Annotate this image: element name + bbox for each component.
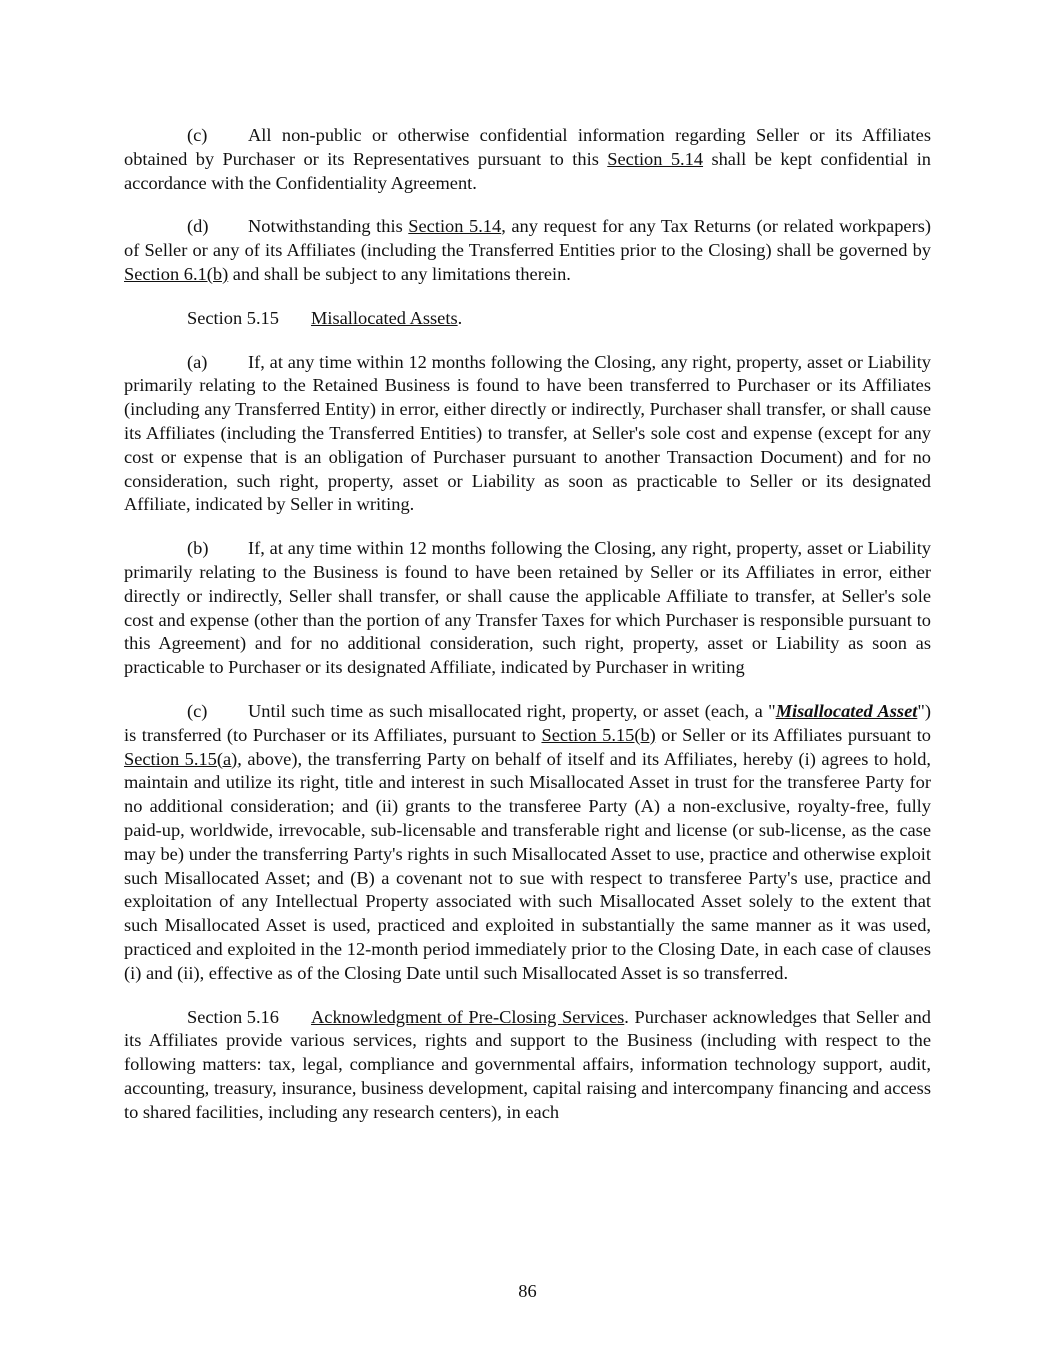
- clause-label: (c): [187, 125, 208, 145]
- section-number: Section 5.16: [187, 1006, 279, 1027]
- paragraph-5-15-a: (a) If, at any time within 12 months following the Closing, any right, property, asset or Liability primarily relating to the Retained Business is found to have been transferred to Purchaser or its Affiliates (including any Transferred Entity) in error, either directly or indirectly, Purchaser shall transfer, or shall cause its Affiliates (including the Transferred Entities) to transfer, at Seller's sole cost and expense (except for any cost or expense that is an obligation of Purchaser pursuant to another Transaction Document) and for no consideration, such right, property, asset or Liability as soon as practicable to Seller or its designated Affiliate, indicated by Seller in writing.: [124, 351, 931, 515]
- defined-term: Misallocated Asset: [775, 700, 918, 721]
- paragraph-5-14-c: (c) All non-public or otherwise confidential information regarding Seller or its Affiliates obtained by Purchaser or its Representatives pursuant to this Section 5.14 shall be kept confidential in accordance with the Confidentiality Agreement.: [124, 125, 931, 193]
- section-5-15-heading: Section 5.15 Misallocated Assets.: [124, 307, 931, 331]
- cross-reference: Section 6.1(b): [124, 263, 229, 284]
- paragraph-5-15-b: (b) If, at any time within 12 months following the Closing, any right, property, asset or Liability primarily relating to the Business is found to have been retained by Seller or its Affiliates in error, either directly or indirectly, Seller shall transfer, or shall cause the applicable Affiliate to transfer, at Seller's sole cost and expense (other than the portion of any Transfer Taxes for which Purchaser is responsible pursuant to this Agreement) and for no additional consideration, such right, property, asset or Liability as soon as practicable to Purchaser or its designated Affiliate, indicated by Purchaser in writing: [124, 538, 931, 678]
- clause-label: (c): [187, 700, 208, 721]
- page-number: 86: [518, 1281, 537, 1301]
- paragraph-5-15-c: (c) Until such time as such misallocated right, property, or asset (each, a "Misallocated Asset") is transferred (to Purchaser or its Affiliates, pursuant to Section 5.15(b) or Seller or its Affiliates pursuant to Section 5.15(a), above), the transferring Party on behalf of itself and its Affiliates, hereby (i) agrees to hold, maintain and utilize its right, title and interest in such Misallocated Asset in trust for the transferee Party for no additional consideration; and (ii) grants to the transferee Party (A) a non-exclusive, royalty-free, fully paid-up, worldwide, irrevocable, sub-licensable and transferable right and license (or sub-license, as the case may be) under the transferring Party's rights in such Misallocated Asset to use, practice and otherwise exploit such Misallocated Asset; and (B) a covenant not to sue with respect to transferee Party's use, practice and exploitation of any Intellectual Property associated with such Misallocated Asset solely to the extent that such Misallocated Asset is used, practiced and exploited in substantially the same manner as it was used, practiced and exploited in the 12-month period immediately prior to the Closing Date, in each case of clauses (i) and (ii), effective as of the Closing Date until such Misallocated Asset is so transferred.: [124, 700, 932, 983]
- document-page: [124, 124, 931, 1144]
- cross-reference: Section 5.14: [408, 216, 502, 237]
- clause-label: (a): [187, 351, 208, 372]
- section-title: Acknowledgment of Pre-Closing Services: [311, 1006, 625, 1027]
- section-5-16: Section 5.16 Acknowledgment of Pre-Closing Services. Purchaser acknowledges that Seller and its Affiliates provide various services, rights and support to the Business (including with respect to the following matters: tax, legal, compliance and governmental affairs, information technology support, audit, accounting, treasury, insurance, business development, capital raising and intercompany financing and access to shared facilities, including any research centers), in each: [124, 1006, 931, 1122]
- clause-label: (b): [187, 538, 209, 559]
- section-title: Misallocated Assets: [311, 307, 458, 328]
- cross-reference: Section 5.15(a): [124, 748, 238, 769]
- section-number: Section 5.15: [187, 307, 279, 328]
- cross-reference: Section 5.14: [607, 148, 704, 169]
- clause-label: (d): [187, 216, 209, 237]
- paragraph-5-14-d: (d) Notwithstanding this Section 5.14, any request for any Tax Returns (or related workpapers) of Seller or any of its Affiliates (including the Transferred Entities prior to the Closing) shall be governed by Section 6.1(b) and shall be subject to any limitations therein.: [124, 216, 931, 284]
- cross-reference: Section 5.15(b): [541, 724, 656, 745]
